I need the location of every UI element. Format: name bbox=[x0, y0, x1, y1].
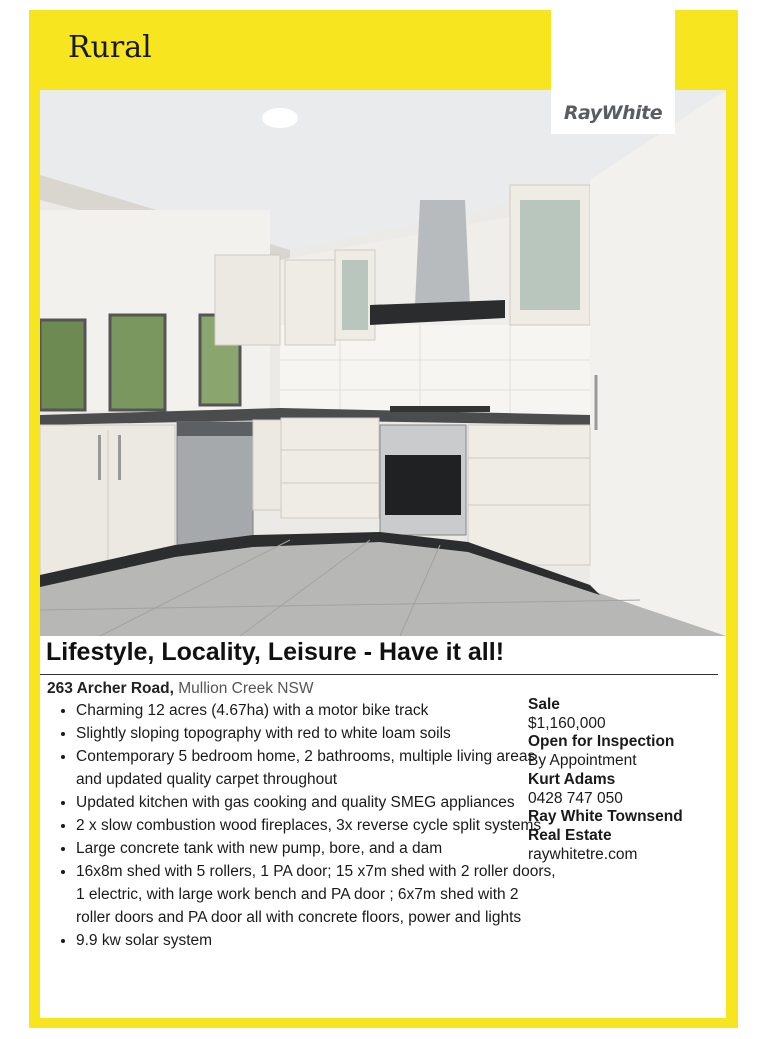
list-item: • 16x8m shed with 5 rollers, 1 PA door; 15 x7m shed with 2 roller doors, 1 electric, with large work bench and PA door ; 6x7m shed with 2 roller doors and PA door all with concrete floors, power and lights bbox=[76, 860, 556, 929]
website: raywhitetre.com bbox=[528, 845, 638, 863]
kitchen-photo bbox=[40, 90, 726, 636]
list-item: • Updated kitchen with gas cooking and quality SMEG appliances bbox=[76, 791, 556, 814]
inspection-value: By Appointment bbox=[528, 752, 637, 770]
list-item: • Charming 12 acres (4.67ha) with a motor bike track bbox=[76, 699, 556, 722]
inspection-label: Open for Inspection bbox=[528, 733, 675, 751]
address bbox=[47, 680, 313, 698]
agent-phone: 0428 747 050 bbox=[528, 789, 623, 807]
ray-white-logo bbox=[551, 10, 675, 134]
list-item: • 2 x slow combustion wood fireplaces, 3x reverse cycle split systems bbox=[76, 814, 556, 837]
list-item: • Contemporary 5 bedroom home, 2 bathrooms, multiple living areas and updated quality carpet throughout bbox=[76, 745, 556, 791]
address-street: 263 Archer Road, bbox=[47, 680, 174, 697]
list-item: • Large concrete tank with new pump, bore, and a dam bbox=[76, 837, 556, 860]
address-suburb: Mullion Creek NSW bbox=[178, 680, 314, 697]
agency-name-line2: Real Estate bbox=[528, 826, 612, 844]
price: $1,160,000 bbox=[528, 714, 606, 732]
list-item: • 9.9 kw solar system bbox=[76, 929, 556, 952]
listing-details bbox=[528, 696, 718, 864]
divider bbox=[40, 674, 718, 675]
sale-label: Sale bbox=[528, 696, 560, 713]
list-item: • Slightly sloping topography with red to white loam soils bbox=[76, 722, 556, 745]
feature-list bbox=[34, 699, 556, 952]
agency-name: Ray White Townsend bbox=[528, 808, 683, 826]
section-title: Rural bbox=[68, 30, 152, 65]
headline: Lifestyle, Locality, Leisure - Have it all! bbox=[46, 638, 505, 666]
agent-name: Kurt Adams bbox=[528, 770, 616, 788]
logo-text: RayWhite bbox=[563, 102, 663, 124]
